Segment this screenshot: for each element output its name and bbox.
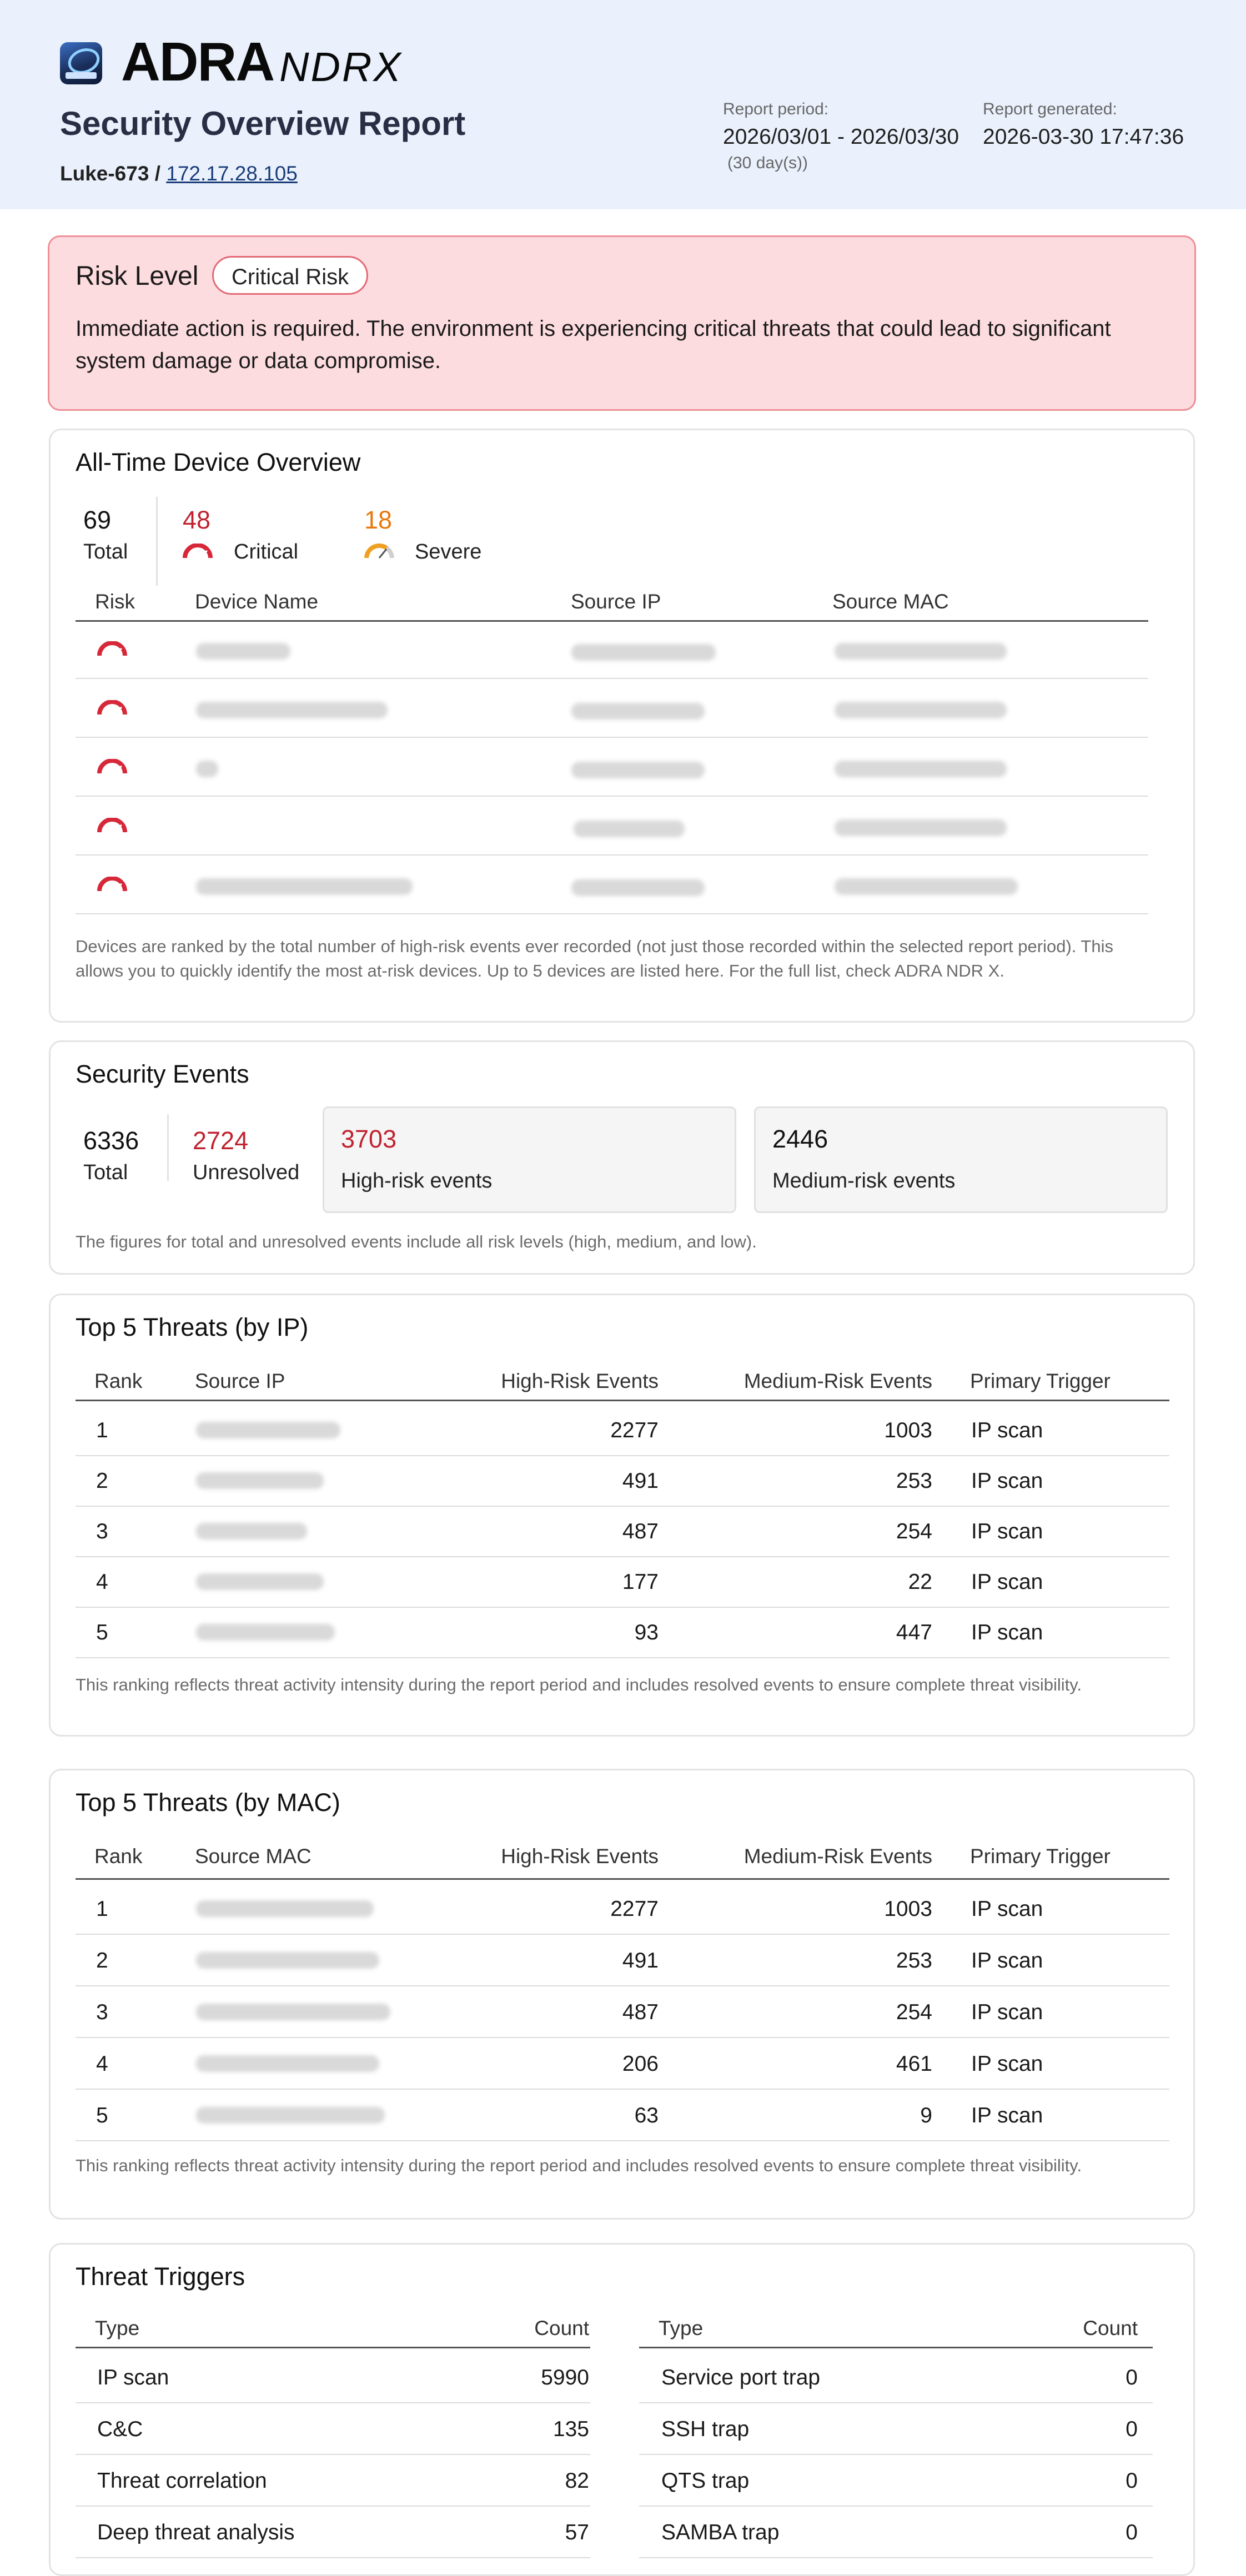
trigger-type-cell: Threat correlation [97, 2469, 267, 2493]
threat-triggers-card [49, 2243, 1195, 2576]
top-threats-ip-card [49, 1294, 1195, 1737]
events-unresolved-count: 2724 [193, 1126, 249, 1155]
trigger-cell: IP scan [971, 2104, 1043, 2127]
trigger-count-cell: 57 [565, 2520, 589, 2544]
col-type-left: Type [95, 2317, 140, 2339]
device-total-count: 69 [83, 506, 112, 534]
report-generated-value: 2026-03-30 17:47:36 [983, 125, 1184, 149]
page-title: Security Overview Report [60, 105, 466, 142]
risk-level-badge: Critical Risk [212, 256, 368, 295]
brand-main: ADRA [121, 31, 274, 92]
trigger-count-cell: 135 [552, 2417, 589, 2441]
high-risk-cell: 63 [634, 2104, 659, 2127]
row-divider [639, 2402, 1153, 2403]
report-period-label: Report period: [723, 100, 829, 118]
top-threats-mac-card [49, 1769, 1195, 2220]
medium-risk-label: Medium-risk events [772, 1169, 956, 1193]
medium-risk-count: 2446 [772, 1125, 828, 1153]
medium-risk-cell: 253 [896, 1469, 932, 1493]
col-primary-trigger: Primary Trigger [970, 1370, 1111, 1392]
trigger-type-cell: Deep threat analysis [97, 2520, 295, 2544]
trigger-cell: IP scan [971, 2000, 1043, 2024]
redacted-device-name [196, 878, 413, 895]
col-type-right: Type [659, 2317, 704, 2339]
row-divider [76, 1934, 1169, 1935]
high-risk-cell: 2277 [610, 1897, 659, 1921]
redacted-source-value [196, 1900, 374, 1917]
rank-cell: 3 [96, 2000, 108, 2024]
col-high-risk: High-Risk Events [501, 1370, 659, 1392]
table-header-rule [76, 1400, 1169, 1401]
medium-risk-cell: 22 [908, 1570, 932, 1594]
col-risk: Risk [95, 590, 135, 613]
redacted-source-value [196, 2004, 390, 2020]
redacted-source-mac [835, 702, 1007, 718]
redacted-source-mac [835, 819, 1007, 836]
table-header-rule [639, 2347, 1153, 2348]
row-divider [76, 1556, 1169, 1557]
redacted-device-name [196, 702, 388, 718]
row-divider [76, 737, 1148, 738]
row-divider [639, 2505, 1153, 2507]
trigger-cell: IP scan [971, 1949, 1043, 1973]
trigger-type-cell: C&C [97, 2417, 143, 2441]
rank-cell: 1 [96, 1897, 108, 1921]
table-header-rule [76, 620, 1148, 622]
brand-logo [121, 31, 403, 92]
device-overview-title: All-Time Device Overview [76, 448, 361, 476]
threat-triggers-title: Threat Triggers [76, 2262, 245, 2291]
redacted-source-value [196, 1523, 307, 1539]
redacted-source-ip [574, 821, 685, 837]
trigger-type-cell: QTS trap [661, 2469, 750, 2493]
redacted-source-ip [571, 703, 705, 720]
hostname: Luke-673 [60, 162, 149, 185]
trigger-cell: IP scan [971, 1520, 1043, 1543]
high-risk-cell: 93 [634, 1621, 659, 1644]
row-divider [76, 2037, 1169, 2038]
row-divider [76, 2557, 590, 2558]
events-unresolved-label: Unresolved [193, 1161, 300, 1184]
medium-risk-cell: 447 [896, 1621, 932, 1644]
medium-risk-cell: 253 [896, 1949, 932, 1973]
trigger-count-cell: 0 [1126, 2417, 1138, 2441]
trigger-type-cell: IP scan [97, 2366, 169, 2389]
col-rank: Rank [94, 1845, 143, 1868]
risk-level-card [48, 235, 1196, 411]
row-divider [76, 1455, 1169, 1456]
device-severe-count: 18 [364, 506, 393, 534]
trigger-cell: IP scan [971, 1469, 1043, 1493]
redacted-source-mac [835, 878, 1018, 895]
high-risk-label: High-risk events [341, 1169, 493, 1193]
col-medium-risk: Medium-Risk Events [743, 1845, 932, 1868]
host-ip-link[interactable]: 172.17.28.105 [166, 162, 298, 185]
row-divider [76, 678, 1148, 679]
redacted-source-value [196, 1624, 335, 1641]
rank-cell: 5 [96, 2104, 108, 2127]
row-divider [76, 1607, 1169, 1608]
trigger-count-cell: 0 [1126, 2366, 1138, 2389]
col-source-ip: Source IP [195, 1370, 285, 1392]
device-critical-label: Critical [234, 540, 299, 564]
top-threats-ip-title: Top 5 Threats (by IP) [76, 1313, 309, 1341]
redacted-source-mac [835, 761, 1007, 777]
top-threats-mac-note: This ranking reflects threat activity intensity during the report period and includes resolved events to ensure complete threat visibility. [76, 2156, 1082, 2175]
report-period-days: (30 day(s)) [727, 154, 808, 172]
col-primary-trigger: Primary Trigger [970, 1845, 1111, 1868]
trigger-count-cell: 0 [1126, 2469, 1138, 2493]
row-divider [76, 2402, 590, 2403]
high-risk-cell: 206 [622, 2052, 659, 2076]
row-divider [639, 2557, 1153, 2558]
trigger-count-cell: 82 [565, 2469, 589, 2493]
medium-risk-cell: 1003 [884, 1418, 932, 1442]
top-threats-mac-title: Top 5 Threats (by MAC) [76, 1788, 340, 1817]
risk-level-description: Immediate action is required. The environment is experiencing critical threats that could lead to significant system damage or data compromise. [76, 316, 1111, 373]
col-high-risk: High-Risk Events [501, 1845, 659, 1868]
row-divider [76, 1985, 1169, 1986]
col-count-left: Count [534, 2317, 589, 2339]
trigger-cell: IP scan [971, 1570, 1043, 1594]
row-divider [76, 1506, 1169, 1507]
rank-cell: 5 [96, 1621, 108, 1644]
high-risk-events-box [323, 1106, 736, 1213]
trigger-cell: IP scan [971, 2052, 1043, 2076]
redacted-device-name [196, 643, 290, 660]
redacted-source-mac [835, 643, 1007, 660]
col-source-mac: Source MAC [832, 590, 949, 613]
events-total-label: Total [83, 1161, 128, 1184]
col-count-right: Count [1083, 2317, 1138, 2339]
rank-cell: 4 [96, 2052, 108, 2076]
col-source-mac: Source MAC [195, 1845, 312, 1868]
table-header-rule [76, 1878, 1169, 1880]
redacted-device-name [196, 761, 218, 777]
device-total-label: Total [83, 540, 128, 564]
device-severe-label: Severe [415, 540, 482, 564]
medium-risk-cell: 461 [896, 2052, 932, 2076]
row-risk-gauge-icon [97, 759, 127, 774]
high-risk-cell: 487 [622, 1520, 659, 1543]
risk-level-label: Risk Level [76, 261, 199, 291]
col-rank: Rank [94, 1370, 143, 1392]
redacted-source-value [196, 1472, 324, 1489]
rank-cell: 2 [96, 1949, 108, 1973]
high-risk-cell: 491 [622, 1949, 659, 1973]
col-source-ip: Source IP [571, 590, 661, 613]
redacted-source-value [196, 1573, 324, 1590]
trigger-cell: IP scan [971, 1418, 1043, 1442]
row-divider [76, 796, 1148, 797]
redacted-source-value [196, 2107, 385, 2124]
severe-gauge-icon [364, 544, 394, 559]
row-divider [76, 2140, 1169, 2141]
trigger-cell: IP scan [971, 1897, 1043, 1921]
trigger-type-cell: SSH trap [661, 2417, 750, 2441]
high-risk-cell: 491 [622, 1469, 659, 1493]
redacted-source-ip [571, 879, 705, 896]
redacted-source-ip [571, 762, 705, 778]
redacted-source-value [196, 1952, 379, 1969]
device-critical-count: 48 [183, 506, 211, 534]
top-threats-ip-note: This ranking reflects threat activity intensity during the report period and includes resolved events to ensure complete threat visibility. [76, 1675, 1082, 1694]
high-risk-cell: 487 [622, 2000, 659, 2024]
row-risk-gauge-icon [97, 877, 127, 892]
brand-sub: NDRX [279, 44, 403, 90]
medium-risk-cell: 9 [920, 2104, 932, 2127]
trigger-count-cell: 5990 [541, 2366, 589, 2389]
rank-cell: 2 [96, 1469, 108, 1493]
device-overview-note: Devices are ranked by the total number of high-risk events ever recorded (not just those recorded within the selected report period). This allows you to quickly identify the most at-risk devices. Up to 5 devices are listed here. For the full list, check ADRA NDR X. [76, 937, 1113, 980]
critical-gauge-icon [183, 544, 213, 559]
stat-divider [167, 1114, 169, 1181]
device-overview-card [49, 429, 1195, 1023]
rank-cell: 4 [96, 1570, 108, 1594]
high-risk-cell: 2277 [610, 1418, 659, 1442]
row-divider [639, 2454, 1153, 2455]
security-events-title: Security Events [76, 1060, 249, 1088]
high-risk-count: 3703 [341, 1125, 397, 1153]
row-risk-gauge-icon [97, 641, 127, 657]
adra-logo-icon [60, 42, 102, 84]
medium-risk-cell: 1003 [884, 1897, 932, 1921]
rank-cell: 1 [96, 1418, 108, 1442]
medium-risk-cell: 254 [896, 2000, 932, 2024]
stat-divider [156, 497, 158, 586]
redacted-source-value [196, 2055, 379, 2072]
row-divider [76, 854, 1148, 856]
row-divider [76, 1657, 1169, 1658]
rank-cell: 3 [96, 1520, 108, 1543]
host-separator: / [149, 162, 167, 185]
col-device-name: Device Name [195, 590, 319, 613]
trigger-cell: IP scan [971, 1621, 1043, 1644]
events-total-count: 6336 [83, 1126, 139, 1155]
redacted-source-ip [571, 644, 716, 661]
row-divider [76, 2454, 590, 2455]
row-divider [76, 2505, 590, 2507]
report-generated-label: Report generated: [983, 100, 1117, 118]
trigger-type-cell: Service port trap [661, 2366, 821, 2389]
row-risk-gauge-icon [97, 700, 127, 716]
trigger-type-cell: SAMBA trap [661, 2520, 780, 2544]
row-divider [76, 913, 1148, 914]
security-events-note: The figures for total and unresolved events include all risk levels (high, medium, and low). [76, 1232, 757, 1251]
row-divider [76, 2089, 1169, 2090]
high-risk-cell: 177 [622, 1570, 659, 1594]
security-events-card [49, 1040, 1195, 1275]
report-period-value: 2026/03/01 - 2026/03/30 [723, 125, 959, 149]
table-header-rule [76, 2347, 590, 2348]
row-risk-gauge-icon [97, 818, 127, 833]
report-header [0, 0, 1246, 209]
col-medium-risk: Medium-Risk Events [743, 1370, 932, 1392]
medium-risk-cell: 254 [896, 1520, 932, 1543]
host-line [60, 162, 298, 185]
trigger-count-cell: 0 [1126, 2520, 1138, 2544]
medium-risk-events-box [754, 1106, 1168, 1213]
redacted-source-value [196, 1422, 340, 1438]
